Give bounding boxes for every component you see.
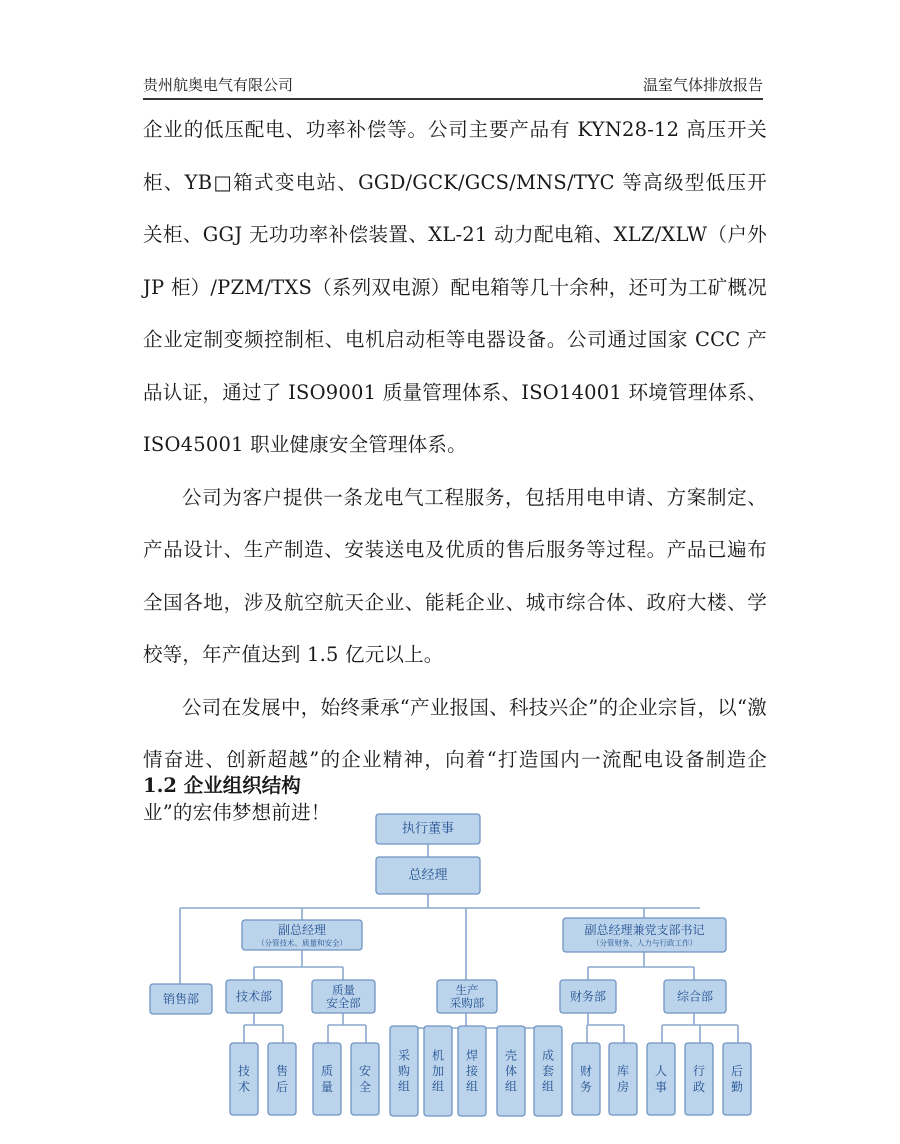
team-box-壳体组-label: 体	[504, 1064, 518, 1078]
team-box-机加组-label: 机	[431, 1048, 445, 1063]
team-box-行政	[685, 1043, 713, 1115]
deputy-gm-box-label: 副总经理	[277, 923, 327, 938]
team-box-库房	[609, 1043, 637, 1115]
team-box-采购组-label: 采	[397, 1048, 411, 1063]
deputy-gm-box	[242, 920, 362, 950]
team-box-财务	[572, 1043, 600, 1115]
team-box-成套组	[534, 1026, 562, 1116]
quality-safety-dept-box-label: 安全部	[326, 996, 361, 1011]
team-box-技术-label: 技	[237, 1064, 251, 1079]
team-box-财务-label: 财	[579, 1064, 593, 1079]
general-affairs-dept-box-label: 综合部	[676, 989, 714, 1004]
executive-director-box	[376, 814, 480, 844]
header-company-name: 贵州航奥电气有限公司	[143, 76, 294, 94]
production-purchasing-dept-box	[437, 980, 497, 1013]
team-box-售后-label: 后	[275, 1079, 289, 1094]
team-box-库房-label: 房	[616, 1079, 630, 1094]
team-box-后勤-label: 勤	[730, 1079, 744, 1094]
team-box-技术	[230, 1043, 258, 1115]
team-box-采购组	[390, 1026, 418, 1116]
paragraph-services: 公司为客户提供一条龙电气工程服务，包括用电申请、方案制定、产品设计、生产制造、安装送电及优质的售后服务等过程。产品已遍布全国各地，涉及航空航天企业、能耗企业、城市综合体、政府大楼、学校等，年产值达到 1.5 亿元以上。	[143, 485, 767, 666]
tech-dept-box-label: 技术部	[235, 989, 273, 1004]
team-box-成套组-label: 成	[541, 1048, 555, 1063]
org-chart-boxes	[150, 814, 751, 1116]
team-box-成套组-label: 套	[541, 1064, 555, 1078]
deputy-gm-party-secretary-box-label: 副总经理兼党支部书记	[584, 923, 705, 938]
team-box-后勤-label: 后	[730, 1064, 744, 1079]
team-box-安全-label: 安	[358, 1064, 372, 1079]
team-box-采购组-label: 购	[397, 1064, 411, 1078]
team-box-人事	[647, 1043, 675, 1115]
team-box-质量-label: 量	[320, 1079, 334, 1094]
general-manager-box-label: 总经理	[408, 868, 448, 883]
team-box-壳体组	[497, 1026, 525, 1116]
team-box-采购组-label: 组	[397, 1079, 411, 1094]
team-box-机加组-label: 加	[431, 1064, 445, 1078]
team-box-机加组	[424, 1026, 452, 1116]
deputy-gm-party-secretary-box	[563, 918, 726, 952]
page-header	[143, 74, 763, 100]
executive-director-box-label: 执行董事	[401, 821, 455, 837]
team-box-安全-label: 全	[358, 1079, 372, 1094]
body-text	[143, 104, 767, 839]
team-box-安全	[351, 1043, 379, 1115]
team-box-行政-label: 政	[692, 1079, 706, 1094]
general-manager-box	[376, 857, 480, 894]
deputy-gm-party-secretary-box-label: （分管财务、人力与行政工作）	[592, 938, 697, 948]
team-box-库房-label: 库	[616, 1064, 630, 1079]
org-chart	[0, 800, 900, 1144]
production-purchasing-dept-box-label: 生产	[455, 982, 479, 997]
team-box-人事-label: 人	[654, 1064, 668, 1079]
general-affairs-dept-box	[664, 980, 726, 1013]
team-box-质量	[313, 1043, 341, 1115]
team-box-成套组-label: 组	[541, 1079, 555, 1094]
finance-dept-box	[560, 980, 616, 1013]
section-heading: 1.2 企业组织结构	[143, 774, 301, 797]
team-box-售后-label: 售	[275, 1064, 289, 1079]
header-report-title: 温室气体排放报告	[642, 76, 763, 94]
sales-dept-box-label: 销售部	[162, 992, 200, 1006]
team-box-财务-label: 务	[579, 1079, 593, 1094]
team-box-机加组-label: 组	[431, 1079, 445, 1094]
sales-dept-box	[150, 984, 212, 1014]
team-box-壳体组-label: 组	[504, 1079, 518, 1094]
paragraph-mission: 公司在发展中，始终秉承“产业报国、科技兴企”的企业宗旨，以“激情奋进、创新超越”的企业精神，向着“打造国内一流配电设备制造企业”的宏伟梦想前进！	[143, 695, 767, 824]
team-box-后勤	[723, 1043, 751, 1115]
team-box-质量-label: 质	[320, 1064, 334, 1079]
team-box-售后	[268, 1043, 296, 1115]
team-box-焊接组-label: 接	[465, 1064, 479, 1078]
finance-dept-box-label: 财务部	[569, 989, 607, 1004]
team-box-焊接组-label: 组	[465, 1079, 479, 1094]
tech-dept-box	[226, 980, 282, 1013]
quality-safety-dept-box	[312, 980, 375, 1013]
team-box-壳体组-label: 壳	[504, 1048, 518, 1063]
paragraph-products: 企业的低压配电、功率补偿等。公司主要产品有 KYN28-12 高压开关柜、YB□箱式变电站、GGD/GCK/GCS/MNS/TYC 等高级型低压开关柜、GGJ 无功功率补偿装置、XL-21 动力配电箱、XLZ/XLW（户外 JP 柜）/PZM/TXS（系列双电源）配电箱等几十余种，还可为工矿概况企业定制变频控制柜、电机启动柜等电器设备。公司通过国家 CCC 产品认证，通过了 ISO9001 质量管理体系、ISO14001 环境管理体系、ISO45001 职业健康安全管理体系。	[143, 118, 767, 456]
team-box-行政-label: 行	[692, 1064, 706, 1079]
team-box-焊接组	[458, 1026, 486, 1116]
team-box-焊接组-label: 焊	[465, 1048, 479, 1063]
team-box-人事-label: 事	[654, 1079, 668, 1094]
team-box-技术-label: 术	[237, 1079, 251, 1094]
production-purchasing-dept-box-label: 采购部	[449, 996, 485, 1011]
deputy-gm-box-label: （分管技术、质量和安全）	[257, 938, 347, 948]
quality-safety-dept-box-label: 质量	[332, 982, 355, 997]
